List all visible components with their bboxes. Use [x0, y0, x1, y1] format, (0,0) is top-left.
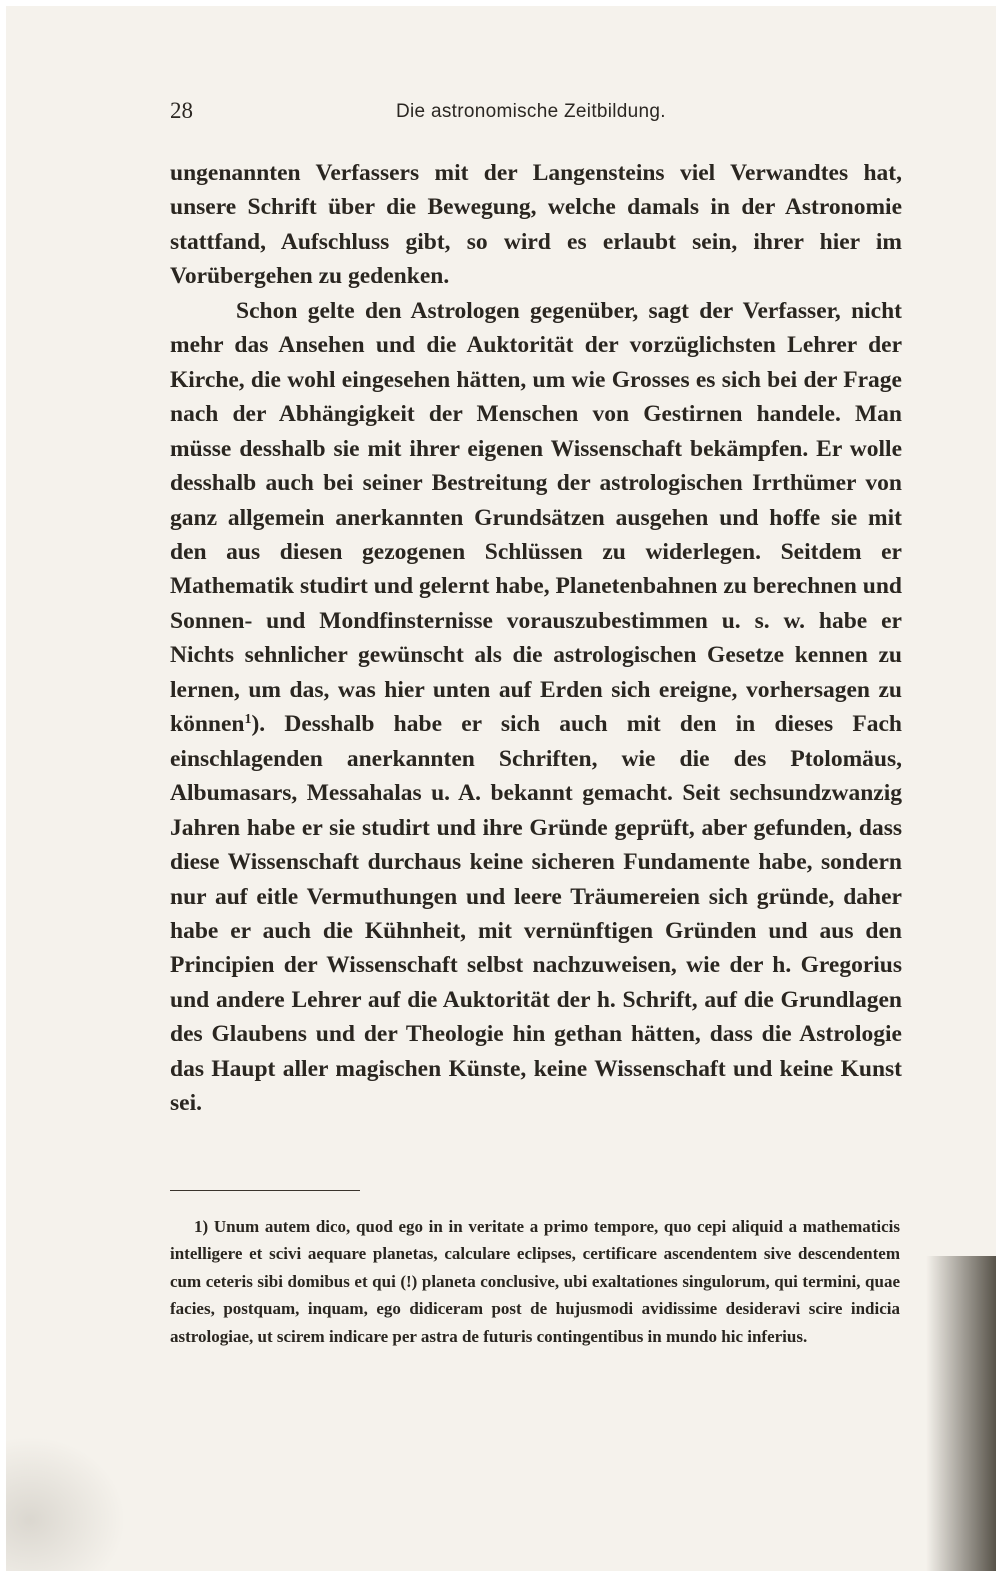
book-page: [6, 6, 996, 1571]
scan-shadow-right: [926, 1256, 996, 1571]
footnote-label: 1): [194, 1217, 209, 1236]
footnote-text: Unum autem dico, quod ego in in veritate a primo tempore, quo cepi aliquid a mathematicis intelligere et scivi aequare planetas, calculare eclipses, certificare ascendentem sive descendentem cum ceteris sibi domibus et qui (!) planeta conclusive, ubi exaltationes singulorum, qui termini, quae facies, postquam, inquam, ego didiceram post de hujusmodi avidissime desideravi scire indicia astrologiae, ut scirem indicare per astra de futuris contingentibus in mundo hic inferius.: [170, 1217, 901, 1346]
scan-shadow-left: [6, 1436, 126, 1571]
running-title: Die astronomische Zeitbildung.: [396, 101, 666, 122]
page-number: 28: [170, 98, 193, 123]
main-text: [170, 156, 902, 1121]
footnote: [170, 1213, 900, 1350]
footnote-divider: [170, 1190, 360, 1191]
page-header: [170, 98, 706, 128]
paragraph-2: [170, 294, 902, 1121]
paragraph-1: ungenannten Verfassers mit der Langensteins viel Verwandtes hat, unsere Schrift über die Bewegung, welche damals in der Astronomie stattfand, Aufschluss gibt, so wird es erlaubt sein, ihrer hier im Vorübergehen zu gedenken.: [170, 160, 902, 290]
paragraph-2-part-2: ). Desshalb habe er sich auch mit den in dieses Fach einschlagenden anerkannten Schriften, wie die des Ptolomäus, Albumasars, Messahalas u. A. bekannt gemacht. Seit sechsundzwanzig Jahren habe er sie studirt und ihre Gründe geprüft, aber gefunden, dass diese Wissenschaft durchaus keine sicheren Fundamente habe, sondern nur auf eitle Vermuthungen und leere Träumereien sich gründe, daher habe er auch die Kühnheit, mit vernünftigen Gründen und aus den Principien der Wissenschaft selbst nachzuweisen, wie der h. Gregorius und andere Lehrer auf die Auktorität der h. Schrift, auf die Grundlagen des Glaubens und der Theologie hin gethan hätten, dass die Astrologie das Haupt aller magischen Künste, keine Wissenschaft und keine Kunst sei.: [170, 711, 902, 1117]
footnote-reference: 1: [244, 712, 252, 728]
footnote-paragraph: [170, 1213, 900, 1350]
paragraph-2-part-1: Schon gelte den Astrologen gegenüber, sagt der Verfasser, nicht mehr das Ansehen und die Auktorität der vorzüglichsten Lehrer der Kirche, die wohl eingesehen hätten, um wie Grosses es sich bei der Frage nach der Abhängigkeit der Menschen von Gestirnen handele. Man müsse desshalb sie mit ihrer eigenen Wissenschaft bekämpfen. Er wolle desshalb auch bei seiner Bestreitung der astrologischen Irrthümer von ganz allgemein anerkannten Grundsätzen ausgehen und hoffe sie mit den aus diesen gezogenen Schlüssen zu widerlegen. Seitdem er Mathematik studirt und gelernt habe, Planetenbahnen zu berechnen und Sonnen- und Mondfinsternisse vorauszubestimmen u. s. w. habe er Nichts sehnlicher gewünscht als die astrologischen Gesetze kennen zu lernen, um das, was hier unten auf Erden sich ereigne, vorhersagen zu können: [170, 297, 902, 738]
